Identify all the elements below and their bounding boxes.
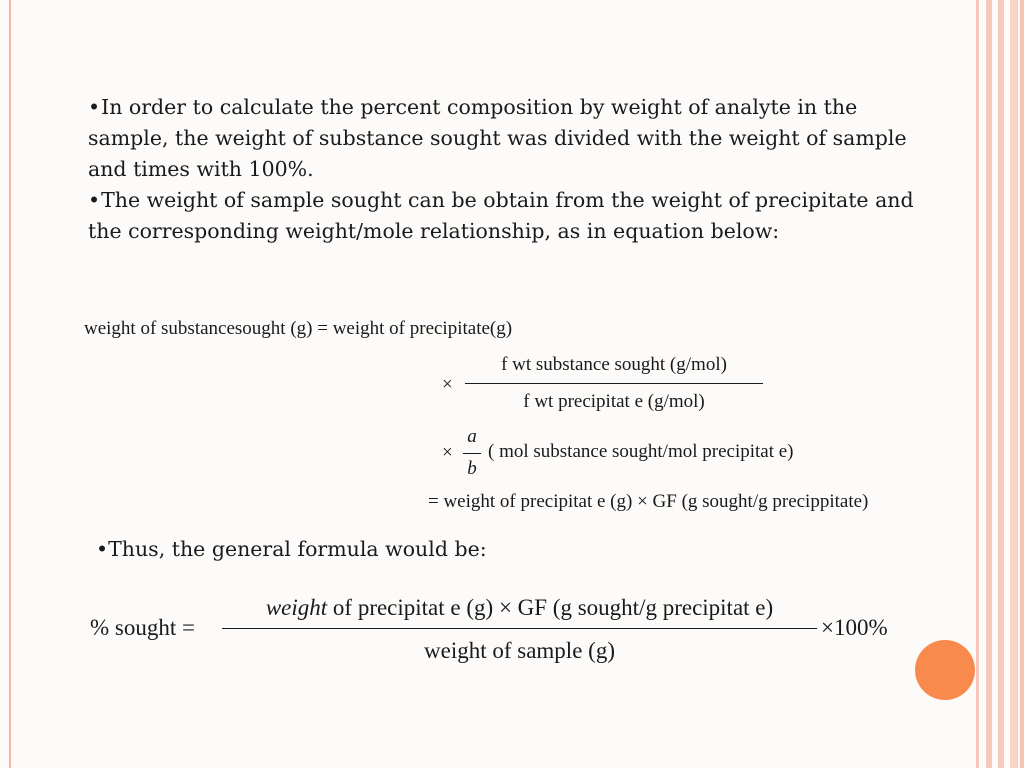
bullet-icon: • bbox=[96, 537, 109, 561]
times-symbol-2: × bbox=[442, 442, 453, 463]
formula-rhs: ×100% bbox=[821, 615, 888, 640]
fraction-1-bar bbox=[465, 383, 763, 384]
fraction-1-denominator: f wt precipitat e (g/mol) bbox=[523, 391, 705, 412]
bullet-list bbox=[88, 92, 918, 247]
equation-line-1: weight of substancesought (g) = weight of precipitate(g) bbox=[84, 318, 513, 339]
left-border-rule bbox=[9, 0, 11, 768]
ratio-denominator: b bbox=[467, 458, 477, 479]
fraction-1-numerator: f wt substance sought (g/mol) bbox=[501, 354, 727, 375]
times-symbol-1: × bbox=[442, 374, 453, 395]
thus-statement: •Thus, the general formula would be: bbox=[96, 537, 487, 561]
ratio-bar bbox=[463, 453, 481, 454]
equation-final-line: = weight of precipitat e (g) × GF (g sought/g precippitate) bbox=[428, 491, 869, 512]
ratio-text: ( mol substance sought/mol precipitat e) bbox=[488, 441, 794, 462]
bullet-item-2: •The weight of sample sought can be obtain from the weight of precipitate and the corresponding weight/mole relationship, as in equation below: bbox=[88, 188, 914, 243]
right-decorative-stripes bbox=[976, 0, 1024, 768]
decorative-orange-circle bbox=[915, 640, 975, 700]
formula-lhs: % sought = bbox=[90, 615, 195, 640]
bullet-icon: • bbox=[88, 188, 101, 212]
ratio-numerator: a bbox=[467, 426, 477, 447]
formula-denominator: weight of sample (g) bbox=[424, 638, 615, 663]
bullet-item-1: •In order to calculate the percent composition by weight of analyte in the sample, the weight of substance sought was divided with the weight of sample and times with 100%. bbox=[88, 95, 907, 181]
bullet-icon: • bbox=[88, 95, 101, 119]
formula-fraction-bar bbox=[222, 628, 817, 629]
formula-numerator: weight of precipitat e (g) × GF (g sought/g precipitat e) bbox=[265, 595, 774, 620]
